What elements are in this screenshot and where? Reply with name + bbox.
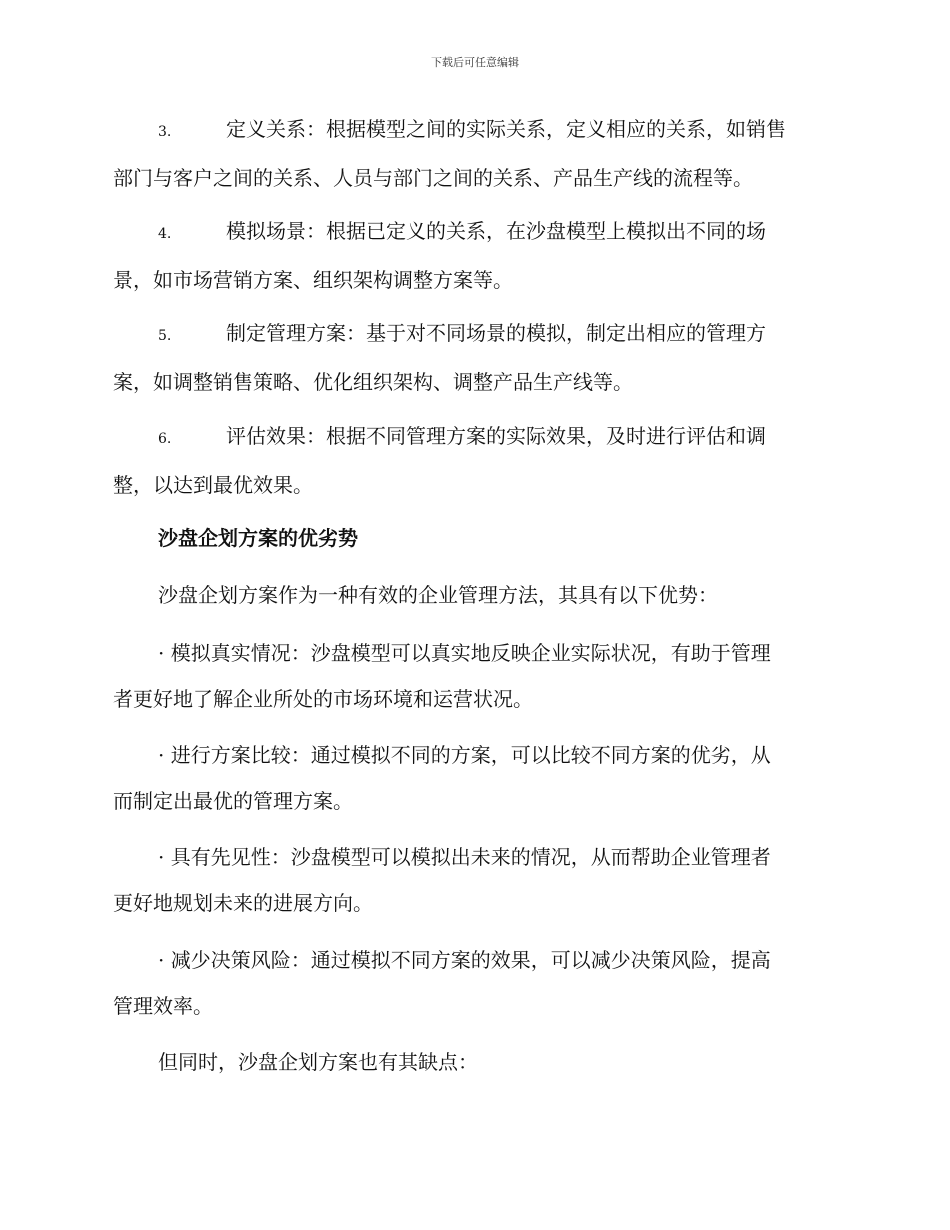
- step-continuation: 部门与客户之间的关系、人员与部门之间的关系、产品生产线的流程等。: [113, 166, 753, 190]
- advantage-line: · 减少决策风险：通过模拟不同方案的效果，可以减少决策风险，提高: [158, 948, 771, 972]
- advantage-item: [113, 834, 838, 926]
- step-line: [113, 413, 838, 462]
- advantage-continuation: 更好地规划未来的进展方向。: [113, 891, 373, 915]
- advantage-continuation: 而制定出最优的管理方案。: [113, 789, 353, 813]
- advantage-line: · 进行方案比较：通过模拟不同的方案，可以比较不同方案的优劣，从: [158, 743, 771, 767]
- step-line: [113, 310, 838, 359]
- step-number: 4.: [158, 226, 172, 242]
- advantage-item: [113, 630, 838, 722]
- advantage-continuation: 管理效率。: [113, 994, 213, 1018]
- step-continuation: 整，以达到最优效果。: [113, 473, 313, 497]
- advantage-continuation: 者更好地了解企业所处的市场环境和运营状况。: [113, 687, 533, 711]
- advantage-line: · 具有先见性：沙盘模型可以模拟出未来的情况，从而帮助企业管理者: [158, 845, 771, 869]
- advantage-item: [113, 937, 838, 1029]
- step-item-6: [113, 413, 838, 508]
- step-item-4: [113, 208, 838, 303]
- step-number: 3.: [158, 124, 172, 140]
- step-text: 制定管理方案：基于对不同场景的模拟，制定出相应的管理方: [226, 321, 766, 345]
- step-line: [113, 208, 838, 257]
- step-continuation: 景，如市场营销方案、组织架构调整方案等。: [113, 268, 513, 292]
- step-continuation: 案，如调整销售策略、优化组织架构、调整产品生产线等。: [113, 370, 633, 394]
- intro-paragraph: 沙盘企划方案作为一种有效的企业管理方法，其具有以下优势：: [158, 583, 718, 607]
- step-item-5: [113, 310, 838, 405]
- step-number: 5.: [158, 328, 172, 344]
- step-number: 6.: [158, 431, 172, 447]
- step-line: [113, 106, 838, 155]
- advantage-line: · 模拟真实情况：沙盘模型可以真实地反映企业实际状况，有助于管理: [158, 641, 771, 665]
- step-text: 评估效果：根据不同管理方案的实际效果，及时进行评估和调: [226, 424, 766, 448]
- page-header: 下载后可任意编辑: [431, 56, 519, 69]
- step-item-3: [113, 106, 838, 201]
- step-text: 定义关系：根据模型之间的实际关系，定义相应的关系，如销售: [226, 117, 786, 141]
- step-text: 模拟场景：根据已定义的关系，在沙盘模型上模拟出不同的场: [226, 219, 766, 243]
- advantage-item: [113, 732, 838, 824]
- section-heading: 沙盘企划方案的优劣势: [158, 526, 358, 550]
- closing-paragraph: 但同时，沙盘企划方案也有其缺点：: [158, 1050, 478, 1074]
